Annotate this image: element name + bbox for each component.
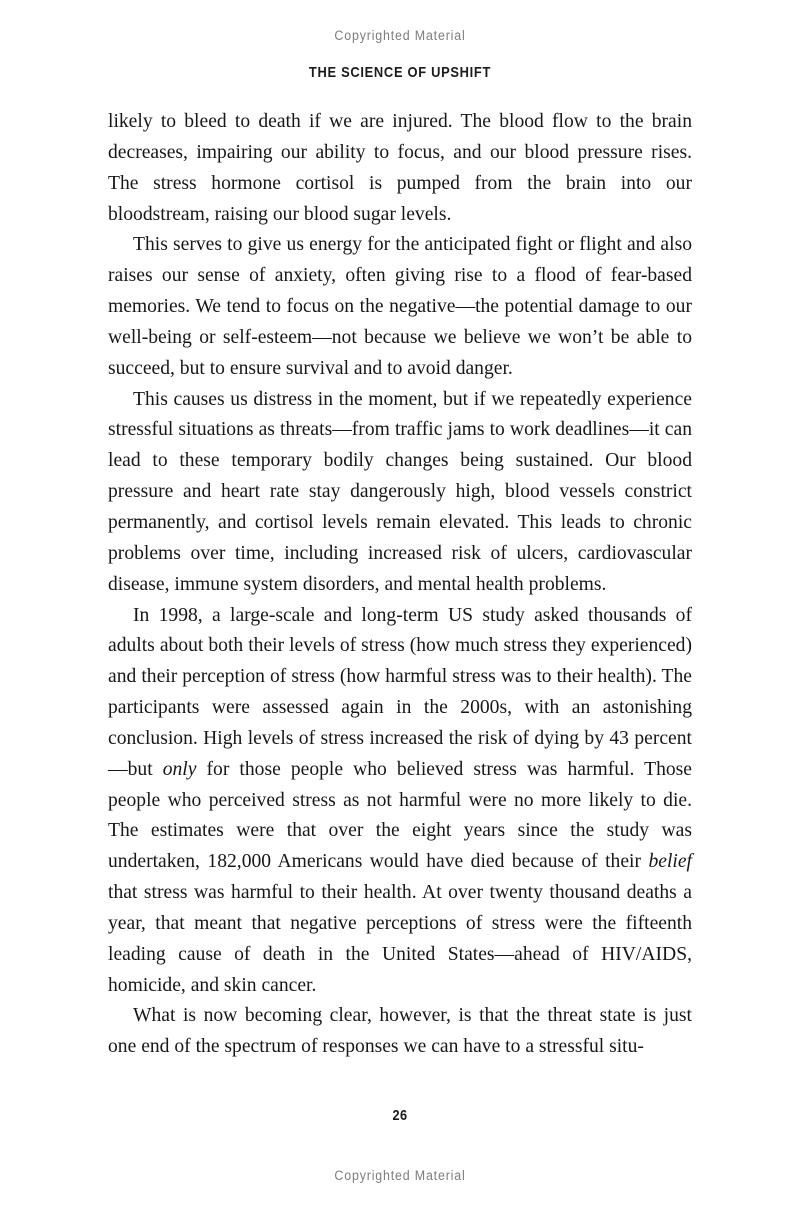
paragraph-4-segment-3: that stress was harmful to their health. At over twenty thousand deaths a year, that meant that negative perceptions of stress were the fifteenth leading cause of death in the United States—ahead of HIV/AIDS, homicide, and skin cancer.: [108, 882, 692, 996]
paragraph-4-emphasis-belief: belief: [648, 851, 692, 873]
paragraph-2: This serves to give us energy for the anticipated fight or flight and also raises our sense of anxiety, often giving rise to a flood of fear-based memories. We tend to focus on the negative—the potential damage to our well-being or self-esteem—not because we believe we won’t be able to succeed, but to ensure survival and to avoid danger.: [108, 234, 692, 379]
paragraph-3: This causes us distress in the moment, but if we repeatedly experience stressful situations as threats—from traffic jams to work deadlines—it can lead to these temporary bodily changes being sustained. Our blood pressure and heart rate stay dangerously high, blood vessels constrict permanently, and cortisol levels remain elevated. This leads to chronic problems over time, including increased risk of ulcers, cardiovascular disease, immune system disorders, and mental health problems.: [108, 388, 692, 595]
paragraph-1: likely to bleed to death if we are injured. The blood flow to the brain decreases, impairing our ability to focus, and our blood pressure rises. The stress hormone cortisol is pumped from the brain into our bloodstream, raising our blood sugar levels.: [108, 111, 692, 225]
paragraph-5: What is now becoming clear, however, is that the threat state is just one end of the spectrum of responses we can have to a stressful situ-: [108, 1005, 692, 1058]
page-number: 26: [392, 1108, 408, 1124]
body-text-column: [108, 107, 692, 1063]
paragraph-4-emphasis-only: only: [162, 758, 197, 780]
running-head: THE SCIENCE OF UPSHIFT: [308, 64, 492, 81]
paragraph-4: [108, 601, 692, 1002]
paragraph-4-segment-1: In 1998, a large-scale and long-term US study asked thousands of adults about both their levels of stress (how much stress they experienced) and their perception of stress (how harmful stress was to their health). The participants were assessed again in the 2000s, with an astonishing conclusion. High levels of stress increased the risk of dying by 43 percent—but: [108, 604, 692, 780]
copyright-watermark-top: Copyrighted Material: [334, 28, 466, 43]
copyright-watermark-bottom: Copyrighted Material: [334, 1168, 466, 1183]
paragraph-4-segment-2: for those people who believed stress was harmful. Those people who perceived stress as not harmful were no more likely to die. The estimates were that over the eight years since the study was undertaken, 182,000 Americans would have died because of their: [108, 758, 692, 873]
